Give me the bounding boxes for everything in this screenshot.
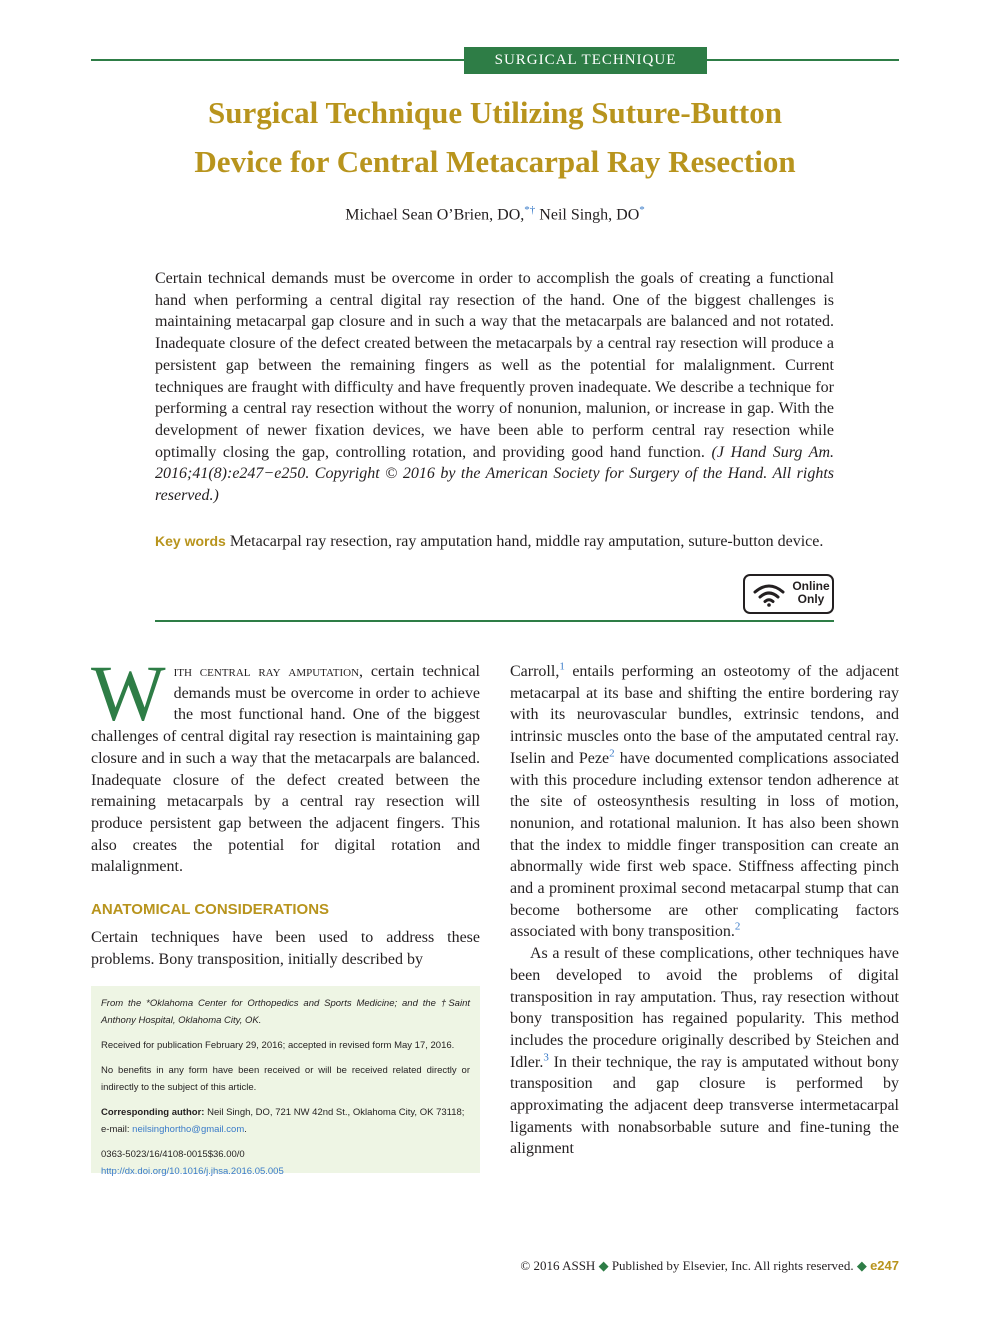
anatomical-paragraph: Certain techniques have been used to address these problems. Bony transposition, initially described by bbox=[91, 929, 480, 968]
diamond-icon: ◆ bbox=[856, 1258, 867, 1273]
footnote-box bbox=[91, 986, 480, 1177]
received-dates: Received for publication February 29, 2016; accepted in revised form May 17, 2016. bbox=[101, 1040, 455, 1051]
affiliation: From the *Oklahoma Center for Orthopedics and Sports Medicine; and the †Saint Anthony Hospital, Oklahoma City, OK. bbox=[101, 998, 470, 1026]
online-only-badge bbox=[743, 574, 834, 614]
wifi-icon bbox=[753, 583, 785, 607]
title-line-2: Device for Central Metacarpal Ray Resection bbox=[194, 144, 796, 179]
ref-3[interactable]: 3 bbox=[543, 1051, 549, 1064]
intro-text: , certain technical demands must be overcome in order to achieve the most functional hand. One of the biggest challenges of central digital ray resection is maintaining gap closure and in such a way that the metacarpals are balanced. Inadequate closure of the defect created between the remaining metacarpals by a central ray resection will produce persistent gap between the adjacent fingers. This also creates the potential for digital rotation and malalignment. bbox=[91, 663, 481, 876]
page-number: e247 bbox=[870, 1258, 899, 1273]
right-column bbox=[510, 661, 899, 1160]
author-1-marks[interactable]: *† bbox=[524, 204, 536, 216]
keywords-text: Metacarpal ray resection, ray amputation hand, middle ray amputation, suture-button device. bbox=[229, 533, 824, 550]
section-label: SURGICAL TECHNIQUE bbox=[464, 47, 707, 74]
email-link[interactable]: neilsinghortho@gmail.com bbox=[132, 1124, 245, 1135]
article-title bbox=[120, 88, 870, 186]
online-only-text bbox=[791, 580, 831, 606]
section-band bbox=[91, 47, 899, 77]
author-line bbox=[120, 204, 870, 224]
right-paragraph-2: As a result of these complications, other techniques have been developed to avoid the problems of digital transposition in ray amputation. Thus, ray resection without bony transposition has regained popularity. This method includes the procedure originally described by Steichen and Idler.$^3$ In their technique, the ray is amputated without bony transposition and gap closure is performed by approximating the adjacent deep transverse intermetacarpal ligaments with nonabsorbable suture and fine-tuning the alignment bbox=[510, 945, 899, 1158]
intro-lead: ith central ray amputation bbox=[173, 663, 360, 680]
ref-2b[interactable]: 2 bbox=[734, 921, 741, 934]
badge-line-2: Only bbox=[797, 592, 825, 606]
right-paragraph-1: Carroll,$^1$ entails performing an osteotomy of the adjacent metacarpal at its base and shifting the entire bordering ray with its neurovascular bundles, extrinsic tendons, and intrinsic muscles onto the base of the amputated central ray. Iselin and Peze$^2$ have documented complications associated with this procedure including extensor tendon adherence at the site of osteosynthesis resulting in loss of motion, nonunion, and rotational malunion. It has also been shown that the index to middle finger transposition can create an abnormally wide first web space. Stiffness affecting pinch and a prominent proximal second metacarpal stump that can become bothersome are other complicating factors associated with bony transposition.$^2$ bbox=[510, 660, 900, 941]
page-footer bbox=[420, 1258, 899, 1274]
abstract bbox=[155, 268, 834, 507]
issn: 0363-5023/16/4108-0015$36.00/0 bbox=[101, 1149, 245, 1160]
benefits-statement: No benefits in any form have been received or will be received related directly or indirectly to the subject of this article. bbox=[101, 1065, 470, 1093]
footer-copyright: © 2016 ASSH bbox=[520, 1258, 596, 1273]
doi-link[interactable]: http://dx.doi.org/10.1016/j.jhsa.2016.05.005 bbox=[101, 1166, 284, 1177]
abstract-citation: (J Hand Surg Am. 2016;41(8):e247−e250. Copyright © 2016 by the American Society for Surgery of the Hand. All rights reserved.) bbox=[155, 443, 835, 505]
author-2-marks[interactable]: * bbox=[639, 204, 645, 216]
ref-2[interactable]: 2 bbox=[609, 747, 615, 760]
abstract-text: Certain technical demands must be overcome in order to accomplish the goals of creating a functional hand when performing a central digital ray resection of the hand. One of the biggest challenges is maintaining metacarpal gap closure and in such a way that the metacarpals are balanced and not rotated. Inadequate closure of the defect created between the metacarpals by a central ray resection will produce a persistent gap between the remaining fingers as well as the potential for malalignment. Current techniques are fraught with difficulty and have frequently proven inadequate. We describe a technique for performing a central ray resection without the worry of nonunion, malunion, or increase in gap. With the development of newer fixation devices, we have been able to perform central ray resection while optimally closing the gap, controlling rotation, and providing good hand function. bbox=[155, 270, 834, 461]
keywords bbox=[155, 531, 834, 553]
intro-paragraph bbox=[91, 651, 481, 878]
diamond-icon: ◆ bbox=[598, 1258, 609, 1273]
keywords-label: Key words bbox=[155, 533, 226, 549]
drop-cap: W bbox=[91, 651, 166, 738]
corresponding-author: Corresponding author: Neil Singh, DO, 721 NW 42nd St., Oklahoma City, OK 73118; e-mail: neilsinghortho@gmail.com. bbox=[101, 1107, 465, 1135]
section-heading-anatomical: ANATOMICAL CONSIDERATIONS bbox=[91, 901, 330, 918]
abstract-rule bbox=[155, 620, 834, 622]
author-2: Neil Singh, DO bbox=[539, 206, 640, 224]
badge-line-1: Online bbox=[792, 579, 830, 593]
footer-publisher: Published by Elsevier, Inc. All rights reserved. bbox=[611, 1258, 854, 1273]
title-line-1: Surgical Technique Utilizing Suture-Button bbox=[208, 95, 782, 130]
author-1: Michael Sean O’Brien, DO, bbox=[345, 206, 525, 224]
ref-1[interactable]: 1 bbox=[559, 660, 565, 673]
